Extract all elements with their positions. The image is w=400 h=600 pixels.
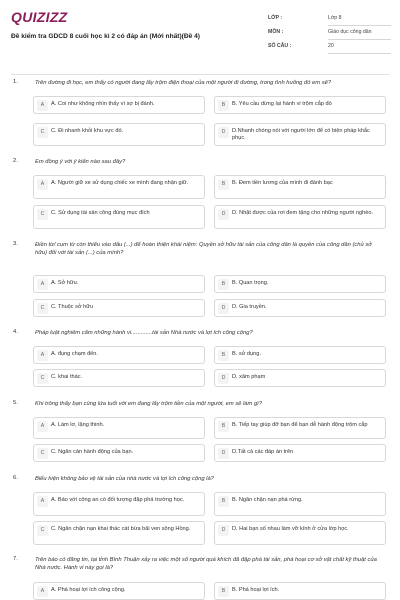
option-c[interactable] <box>33 205 205 229</box>
option-letter: A <box>37 586 48 597</box>
option-d[interactable] <box>214 444 386 462</box>
option-d[interactable] <box>214 521 386 545</box>
option-text: B. Yêu cầu dừng lại hành vi trộm cắp đó <box>232 101 332 107</box>
option-letter: D <box>218 127 229 138</box>
meta-row-subject <box>268 27 391 41</box>
option-text: C. Đi nhanh khỏi khu vực đó. <box>51 128 124 134</box>
option-letter: D <box>218 373 229 384</box>
meta-row-count <box>268 41 391 55</box>
option-letter: A <box>37 421 48 432</box>
option-letter: B <box>218 279 229 290</box>
option-text: C. Ngăn cản hành động của bạn. <box>51 449 134 455</box>
option-b[interactable] <box>214 96 386 114</box>
question-number: 4. <box>13 329 18 335</box>
option-c[interactable] <box>33 521 205 545</box>
option-letter: C <box>37 448 48 459</box>
option-text: D. Hai bạn số nhau làm vỡ kính ở cửa lớp học. <box>232 526 349 532</box>
meta-label: MÔN : <box>268 29 284 35</box>
option-text: D.Nhanh chóng nói với người lớn để có biện pháp khắc phục. <box>232 128 370 141</box>
document-title: Đề kiểm tra GDCD 8 cuối học kì 2 có đáp án (Mới nhất)(Đề 4) <box>11 33 200 40</box>
option-letter: B <box>218 350 229 361</box>
option-b[interactable] <box>214 346 386 364</box>
question-number: 1. <box>13 79 18 85</box>
option-letter: A <box>37 350 48 361</box>
question-number: 2. <box>13 158 18 164</box>
option-text: D. Gia truyền. <box>232 304 267 310</box>
option-letter: C <box>37 373 48 384</box>
option-d[interactable] <box>214 369 386 387</box>
meta-label: SỐ CÂU : <box>268 43 292 49</box>
option-b[interactable] <box>214 492 386 516</box>
option-b[interactable] <box>214 417 386 439</box>
option-b[interactable] <box>214 175 386 199</box>
question-number: 7. <box>13 556 18 562</box>
option-text: C. Thuộc sở hữu <box>51 304 94 310</box>
option-text: B. Ngăn chặn nạn phá rừng. <box>232 497 303 503</box>
question-number: 3. <box>13 241 18 247</box>
meta-value: 20 <box>328 43 334 49</box>
quizizz-logo: QUIZIZZ <box>11 9 68 25</box>
question-text: Trên báo có đăng tin, tại tỉnh Bình Thuận xảy ra việc một số người quá khích đã đập phá tài sản, phá hoại cơ sở vật chất kỹ thuật của Nhà nước. Hành vi này gọi là? <box>35 557 377 571</box>
question-text: Khi trông thấy bạn cùng lứa tuổi với em đang lấy trộm tiền của một người, em sẽ làm gì? <box>35 401 263 407</box>
option-a[interactable] <box>33 96 205 114</box>
option-letter: A <box>37 100 48 111</box>
question-text: Pháp luật nghiêm cấm những hành vi.............tài sản Nhà nước và lợi ích công cộng? <box>35 330 253 336</box>
option-a[interactable] <box>33 417 205 439</box>
option-text: B. sử dụng. <box>232 351 261 357</box>
meta-underline <box>328 39 391 40</box>
option-letter: B <box>218 179 229 190</box>
meta-value: Lớp 8 <box>328 15 342 21</box>
option-b[interactable] <box>214 582 386 600</box>
option-a[interactable] <box>33 492 205 516</box>
option-letter: C <box>37 525 48 536</box>
option-d[interactable] <box>214 205 386 229</box>
option-letter: D <box>218 209 229 220</box>
meta-row-class <box>268 13 391 27</box>
option-letter: B <box>218 100 229 111</box>
meta-panel <box>268 13 391 55</box>
option-text: C. khai thác. <box>51 374 83 380</box>
option-c[interactable] <box>33 444 205 462</box>
option-letter: C <box>37 303 48 314</box>
option-text: A. Làm lơ, lặng thinh. <box>51 422 105 428</box>
option-letter: A <box>37 179 48 190</box>
option-text: D. xâm phạm <box>232 374 266 380</box>
option-b[interactable] <box>214 275 386 293</box>
meta-value: Giáo dục công dân <box>328 29 372 35</box>
option-text: A. Phá hoại lợi ích công cộng. <box>51 587 126 593</box>
option-c[interactable] <box>33 123 205 146</box>
question-text: Biểu hiện không bảo vệ tài sản của nhà nước và lợi ích công cộng là? <box>35 476 214 482</box>
option-text: D. Nhặt được của rơi đem tặng cho những người nghèo. <box>232 210 374 216</box>
option-letter: A <box>37 496 48 507</box>
option-text: B. Đem tiền lương của mình đi đánh bạc <box>232 180 333 186</box>
option-text: C. Sử dụng tài sản công đúng mục đích <box>51 210 150 216</box>
option-text: A. Coi như không nhìn thấy vì sợ bị đánh. <box>51 101 155 107</box>
option-c[interactable] <box>33 369 205 387</box>
option-c[interactable] <box>33 299 205 317</box>
option-text: A. Sở hữu. <box>51 280 79 286</box>
option-letter: C <box>37 127 48 138</box>
meta-underline <box>328 25 391 26</box>
option-letter: B <box>218 496 229 507</box>
option-text: B. Phá hoại lợi ích. <box>232 587 280 593</box>
option-letter: B <box>218 586 229 597</box>
question-text: Điền từ/ cụm từ còn thiếu vào dấu (...) để hoàn thiện khái niệm: Quyền sở hữu tài sản của công dân là quyền của công dân (chủ sở hữu) đối với tài sản (...) của mình? <box>35 242 372 256</box>
header-divider <box>11 74 389 75</box>
question-number: 5. <box>13 400 18 406</box>
option-letter: C <box>37 209 48 220</box>
question-number: 6. <box>13 475 18 481</box>
question-text: Trên đường đi học, em thấy có người đang lấy trộm điện thoại của một người đi đường, trong tình huống đó em sẽ? <box>35 80 332 86</box>
option-letter: D <box>218 303 229 314</box>
option-a[interactable] <box>33 175 205 199</box>
option-a[interactable] <box>33 346 205 364</box>
meta-label: LỚP : <box>268 15 283 21</box>
option-text: C. Ngăn chặn nạn khai thác cát bừa bãi ven sông Hồng. <box>51 526 191 532</box>
option-a[interactable] <box>33 582 205 600</box>
option-text: A. Báo với công an có đối tượng đập phá trường học. <box>51 497 185 503</box>
option-text: A. Người giữ xe sử dụng chiếc xe mình đang nhận giữ. <box>51 180 189 186</box>
option-d[interactable] <box>214 123 386 146</box>
option-a[interactable] <box>33 275 205 293</box>
option-letter: D <box>218 448 229 459</box>
option-d[interactable] <box>214 299 386 317</box>
option-text: A. đụng chạm đến. <box>51 351 98 357</box>
option-letter: B <box>218 421 229 432</box>
option-letter: D <box>218 525 229 536</box>
option-text: B. Quan trọng. <box>232 280 269 286</box>
option-text: B. Tiếp tay giúp đỡ bạn để bạn dễ hành động trộm cắp <box>232 422 368 428</box>
question-text: Em đồng ý với ý kiến nào sau đây? <box>35 159 126 165</box>
page-header <box>0 0 400 68</box>
option-letter: A <box>37 279 48 290</box>
option-text: D.Tất cả các đáp án trên <box>232 449 294 455</box>
meta-underline <box>328 53 391 54</box>
